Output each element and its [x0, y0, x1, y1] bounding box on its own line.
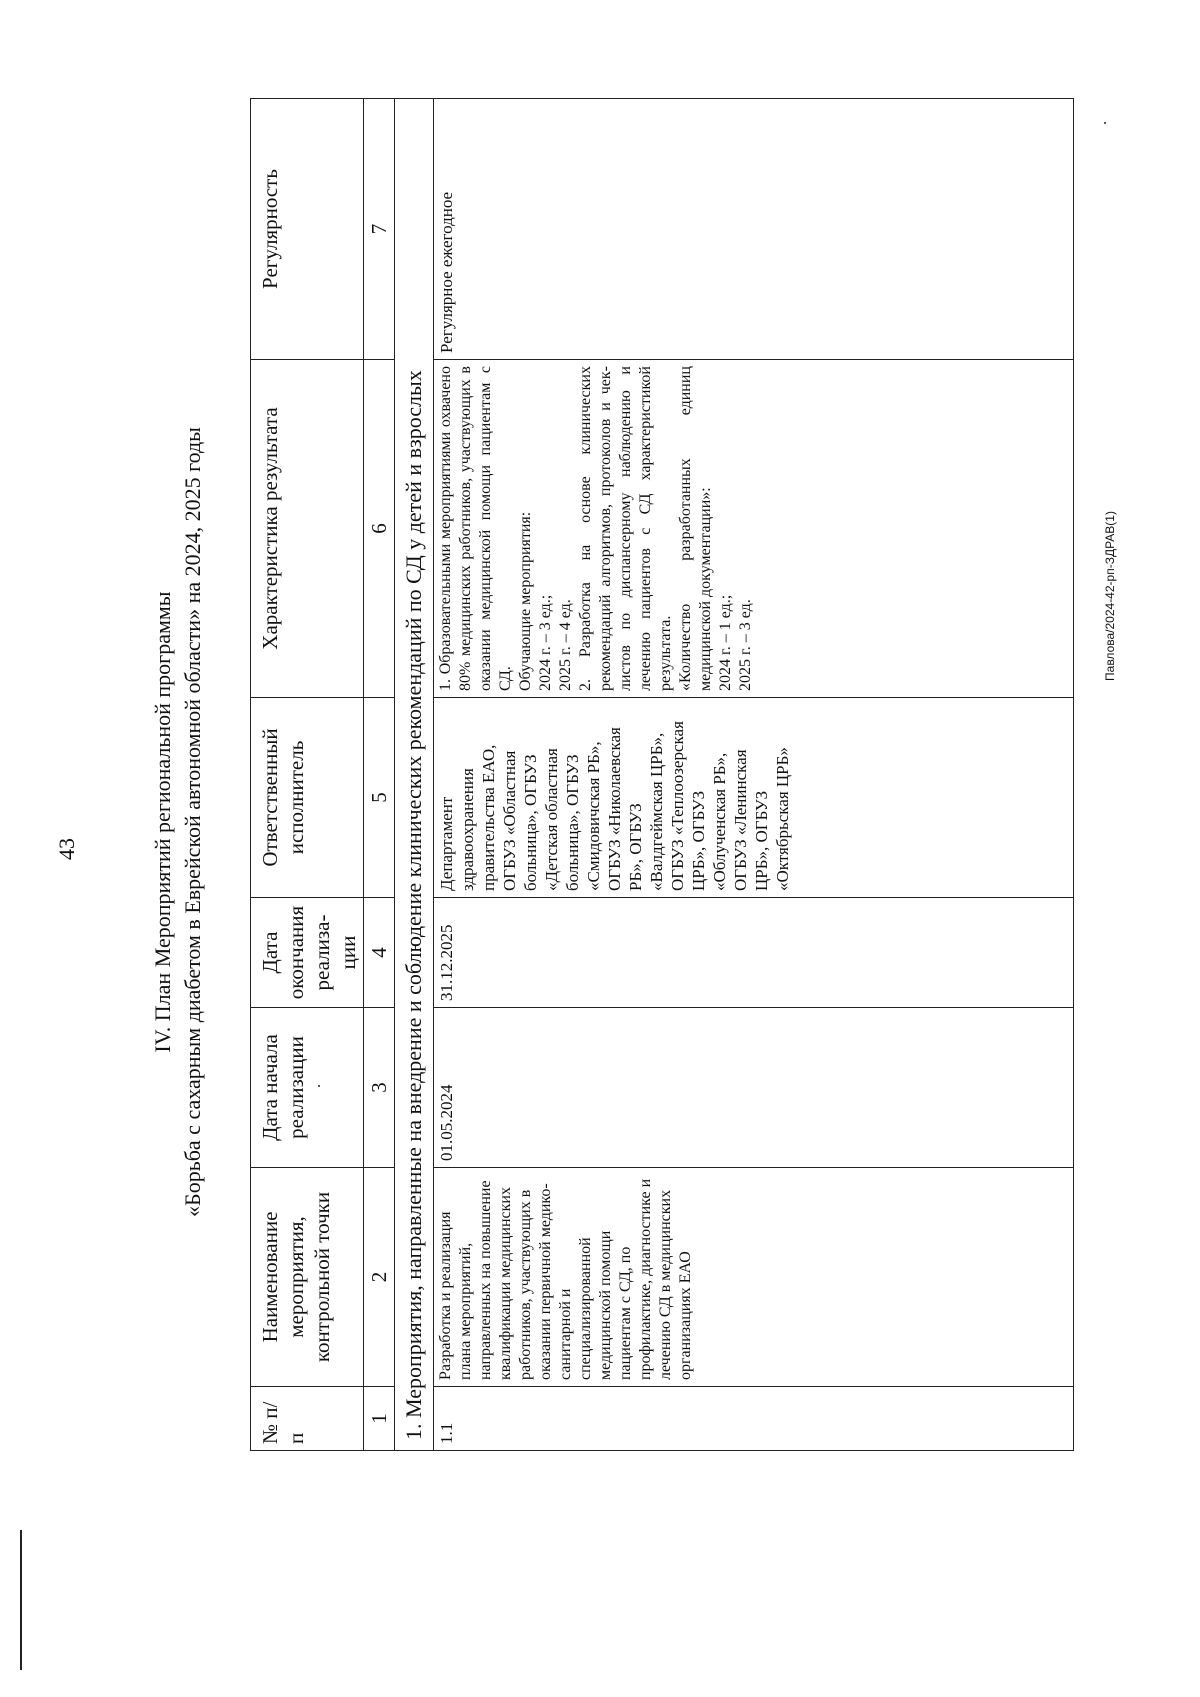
title-line-1: IV. План Мероприятий региональной программы [150, 591, 175, 1053]
row-executor: Департамент здравоохранения правительства ЕАО, ОГБУЗ «Областная больница», ОГБУЗ «Детская областная больница», ОГБУЗ «Смидовичская РБ», ОГБУЗ «Николаевская РБ», ОГБУЗ «Валдгеймская ЦРБ», ОГБУЗ «Теплоозерская ЦРБ», ОГБУЗ «Облученская РБ», ОГБУЗ «Ленинская ЦРБ», ОГБУЗ «Октябрьская ЦРБ» [434, 698, 1074, 898]
column-number: 3 [364, 1008, 395, 1168]
row-name: Разработка и реализация плана мероприятий, направленных на повышение квалификации медицинских работников, участвующих в оказании первичной медико-санитарной и специализированной медицинской помощи пациентам с СД, по профилактике, диагностике и лечению СД в медицинских организациях ЕАО [434, 1168, 1074, 1387]
column-number: 2 [364, 1168, 395, 1387]
result-line: «Количество разработанных единиц медицинской документации»: [677, 366, 714, 691]
column-number: 5 [364, 698, 395, 898]
section-title: 1. Мероприятия, направленные на внедрение и соблюдение клинических рекомендаций по СД у детей и взрослых [395, 99, 434, 1451]
result-line: 2025 г. – 3 ед. [737, 599, 754, 691]
header-cell: Дата окончания реализа- ции [251, 898, 364, 1008]
row-regularity: Регулярное ежегодное [434, 99, 1074, 360]
row-number: 1.1 [434, 1387, 1074, 1451]
column-number: 4 [364, 898, 395, 1008]
document-code-text: Павлова/2024-42-рп-ЗДРАВ(1) [1103, 511, 1117, 681]
result-line: 2025 г. – 4 ед. [557, 599, 574, 691]
result-line: 1. Образовательными мероприятиями охвачено 80% медицинских работников, участвующих в оказании медицинской помощи пациентам с СД. [437, 366, 514, 691]
column-number: 6 [364, 360, 395, 698]
result-line: 2. Разработка на основе клинических рекомендаций алгоритмов, протоколов и чек-листов по диспансерному наблюдению и лечению пациентов с СД характеристикой результата. [577, 366, 674, 691]
header-cell: Регулярность [251, 99, 364, 360]
page-number: 43 [54, 838, 79, 860]
column-number: 1 [364, 1387, 395, 1451]
result-line: 2024 г. – 3 ед.; [537, 594, 554, 691]
header-cell: № п/п [251, 1387, 364, 1451]
row-end-date: 31.12.2025 [434, 898, 1074, 1008]
title-line-2: «Борьба с сахарным диабетом в Еврейской автономной области» на 2024, 2025 годы [180, 427, 205, 1217]
column-number: 7 [364, 99, 395, 360]
header-cell: Характеристика результата [251, 360, 364, 698]
header-cell: Наименование мероприятия, контрольной точки [251, 1168, 364, 1387]
table-header-row [251, 99, 364, 1451]
result-line: Обучающие мероприятия: [517, 511, 534, 691]
row-start-date: 01.05.2024 [434, 1008, 1074, 1168]
title-block [148, 197, 208, 1447]
header-cell: Дата начала реализации [251, 1008, 364, 1168]
row-result [434, 360, 1074, 698]
table-row [434, 99, 1074, 1451]
result-line: 2024 г. – 1 ед.; [717, 594, 734, 691]
header-cell: Ответственный исполнитель [251, 698, 364, 898]
column-number-row [364, 99, 395, 1451]
plan-table [250, 98, 1074, 1451]
section-row [395, 99, 434, 1451]
